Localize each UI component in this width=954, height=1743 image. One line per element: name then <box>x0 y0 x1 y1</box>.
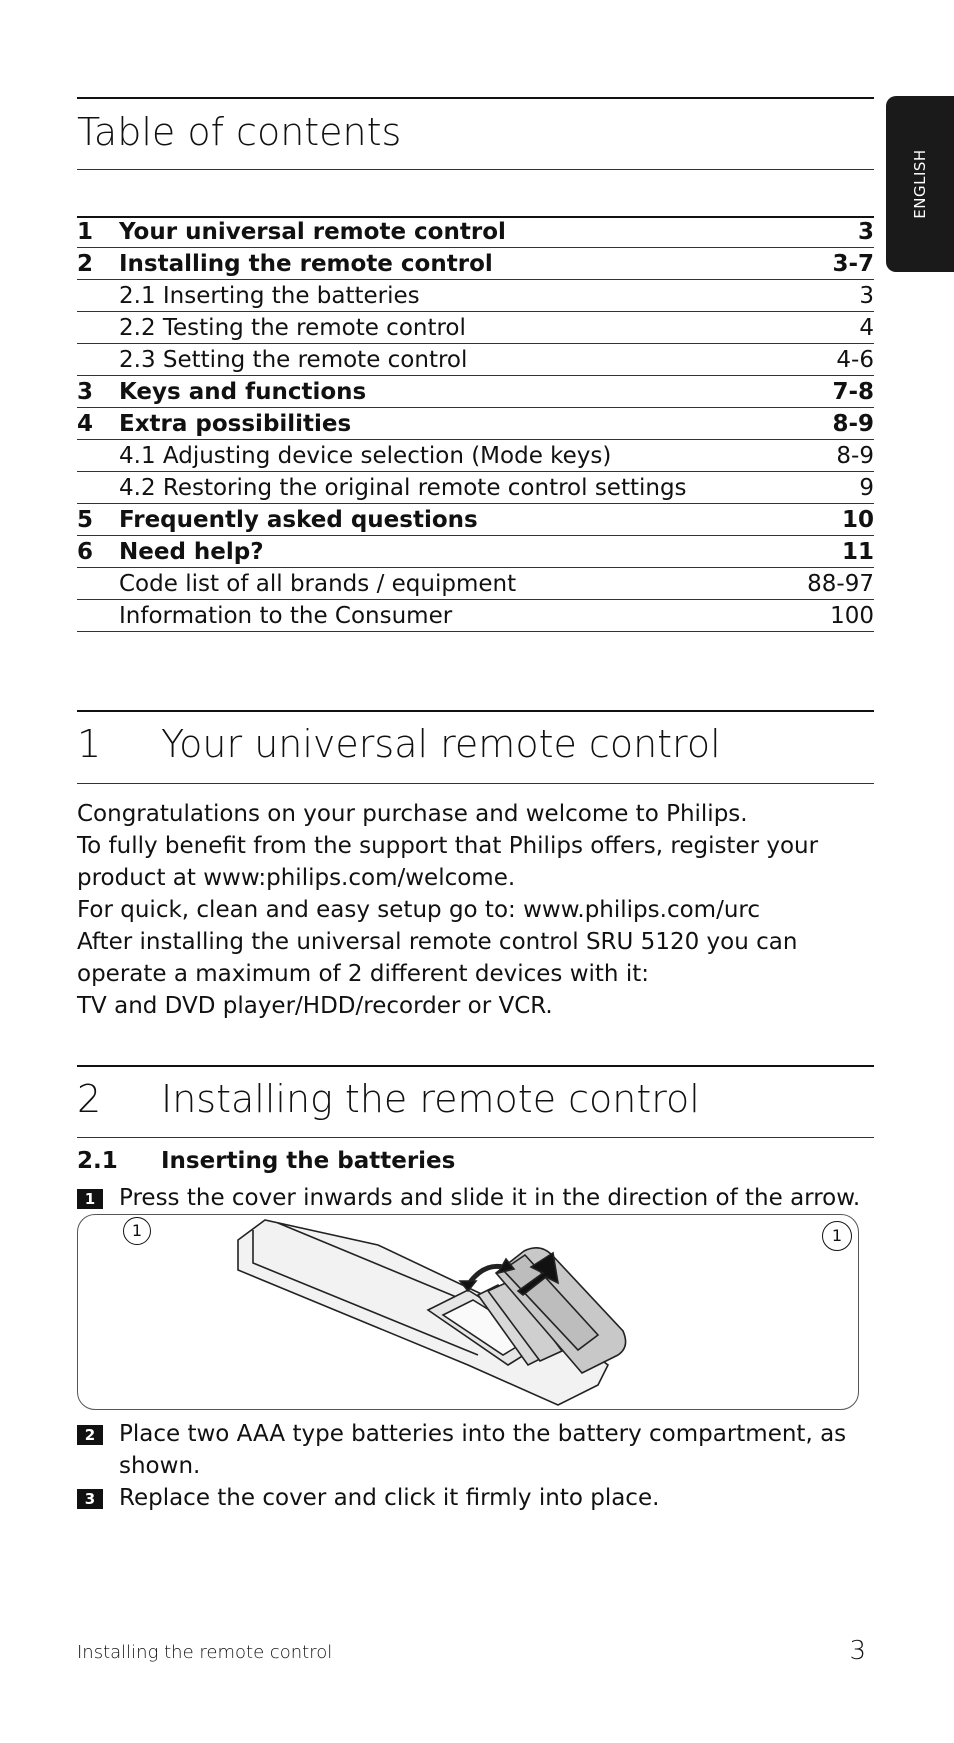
toc-row-number: 4 <box>77 411 94 437</box>
step-2-text: Place two AAA type batteries into the battery compartment, as shown. <box>119 1421 847 1479</box>
toc-row-page: 7-8 <box>832 379 874 405</box>
subsection-title: Inserting the batteries <box>161 1148 456 1174</box>
toc-row-page: 11 <box>841 539 874 565</box>
paragraph-welcome: Congratulations on your purchase and welcome to Philips. <box>77 801 748 827</box>
paragraph-devices: After installing the universal remote control SRU 5120 you can operate a maximum of 2 different devices with it: <box>77 929 798 987</box>
toc-row-title: Need help? <box>119 539 264 565</box>
step-badge: 1 <box>77 1189 103 1209</box>
footer-section-label: Installing the remote control <box>77 1642 333 1663</box>
toc-row <box>77 568 874 600</box>
step-3-text: Replace the cover and click it firmly into place. <box>119 1485 660 1511</box>
toc-row-title: Installing the remote control <box>119 251 493 277</box>
language-tab <box>886 96 954 272</box>
toc-row-number: 5 <box>77 507 94 533</box>
toc-title: Table of contents <box>77 110 402 154</box>
step-ref-callout: 1 <box>123 1217 151 1245</box>
section2-heading <box>77 1077 700 1121</box>
step-1-text: Press the cover inwards and slide it in the direction of the arrow. <box>119 1185 861 1211</box>
section1-title-rule <box>77 783 874 784</box>
step-1 <box>77 1182 877 1240</box>
toc-row-number: 6 <box>77 539 94 565</box>
toc-row-title: Extra possibilities <box>119 411 352 437</box>
toc-row <box>77 280 874 312</box>
section1-title: Your universal remote control <box>161 722 721 766</box>
toc-row <box>77 216 874 248</box>
toc-row-title: Code list of all brands / equipment <box>119 571 517 597</box>
toc-row <box>77 472 874 504</box>
toc-row-title: Your universal remote control <box>119 219 506 245</box>
section2-number: 2 <box>77 1077 102 1121</box>
paragraph-device-list: TV and DVD player/HDD/recorder or VCR. <box>77 993 553 1019</box>
toc-top-rule <box>77 97 874 99</box>
footer-page-number: 3 <box>849 1636 866 1666</box>
step-3 <box>77 1482 877 1514</box>
figure-callout: 1 <box>822 1221 852 1251</box>
toc-table <box>77 216 874 632</box>
section1-number: 1 <box>77 722 102 766</box>
toc-row-number: 1 <box>77 219 94 245</box>
toc-row <box>77 248 874 280</box>
toc-row <box>77 600 874 632</box>
toc-row-title: 4.1 Adjusting device selection (Mode keys) <box>119 443 612 469</box>
toc-row-number: 3 <box>77 379 94 405</box>
paragraph-setup: For quick, clean and easy setup go to: www.philips.com/urc <box>77 897 760 923</box>
toc-row-title: 4.2 Restoring the original remote control settings <box>119 475 687 501</box>
toc-row-page: 8-9 <box>836 443 874 469</box>
section1-top-rule <box>77 710 874 712</box>
toc-row-page: 3-7 <box>832 251 874 277</box>
toc-row-title: 2.2 Testing the remote control <box>119 315 466 341</box>
subsection-heading <box>77 1148 455 1174</box>
subsection-number: 2.1 <box>77 1148 118 1174</box>
toc-row <box>77 376 874 408</box>
toc-row-page: 4 <box>859 315 874 341</box>
toc-row <box>77 408 874 440</box>
toc-row <box>77 344 874 376</box>
paragraph-register: To fully benefit from the support that Philips offers, register your product at www:philips.com/welcome. <box>77 833 819 891</box>
step-badge: 2 <box>77 1425 103 1445</box>
toc-row <box>77 536 874 568</box>
battery-figure <box>77 1214 859 1410</box>
section2-top-rule <box>77 1065 874 1067</box>
section2-title: Installing the remote control <box>161 1077 700 1121</box>
toc-row <box>77 504 874 536</box>
toc-row-number: 2 <box>77 251 94 277</box>
language-tab-label: ENGLISH <box>911 149 929 219</box>
toc-row-page: 8-9 <box>832 411 874 437</box>
toc-row-page: 9 <box>859 475 874 501</box>
step-badge: 3 <box>77 1489 103 1509</box>
remote-illustration <box>78 1215 860 1411</box>
toc-row-title: Frequently asked questions <box>119 507 478 533</box>
section2-title-rule <box>77 1137 874 1138</box>
toc-row-page: 4-6 <box>836 347 874 373</box>
toc-row-page: 3 <box>859 283 874 309</box>
section1-heading <box>77 722 721 766</box>
toc-row-title: 2.1 Inserting the batteries <box>119 283 420 309</box>
toc-title-rule <box>77 169 874 170</box>
toc-row-page: 100 <box>830 603 874 629</box>
toc-row-title: Information to the Consumer <box>119 603 453 629</box>
toc-row-page: 88-97 <box>807 571 874 597</box>
toc-row <box>77 440 874 472</box>
step-2 <box>77 1418 877 1482</box>
toc-row <box>77 312 874 344</box>
section1-body <box>77 798 877 1022</box>
toc-row-page: 10 <box>841 507 874 533</box>
toc-row-title: Keys and functions <box>119 379 367 405</box>
toc-row-page: 3 <box>857 219 874 245</box>
toc-row-title: 2.3 Setting the remote control <box>119 347 468 373</box>
